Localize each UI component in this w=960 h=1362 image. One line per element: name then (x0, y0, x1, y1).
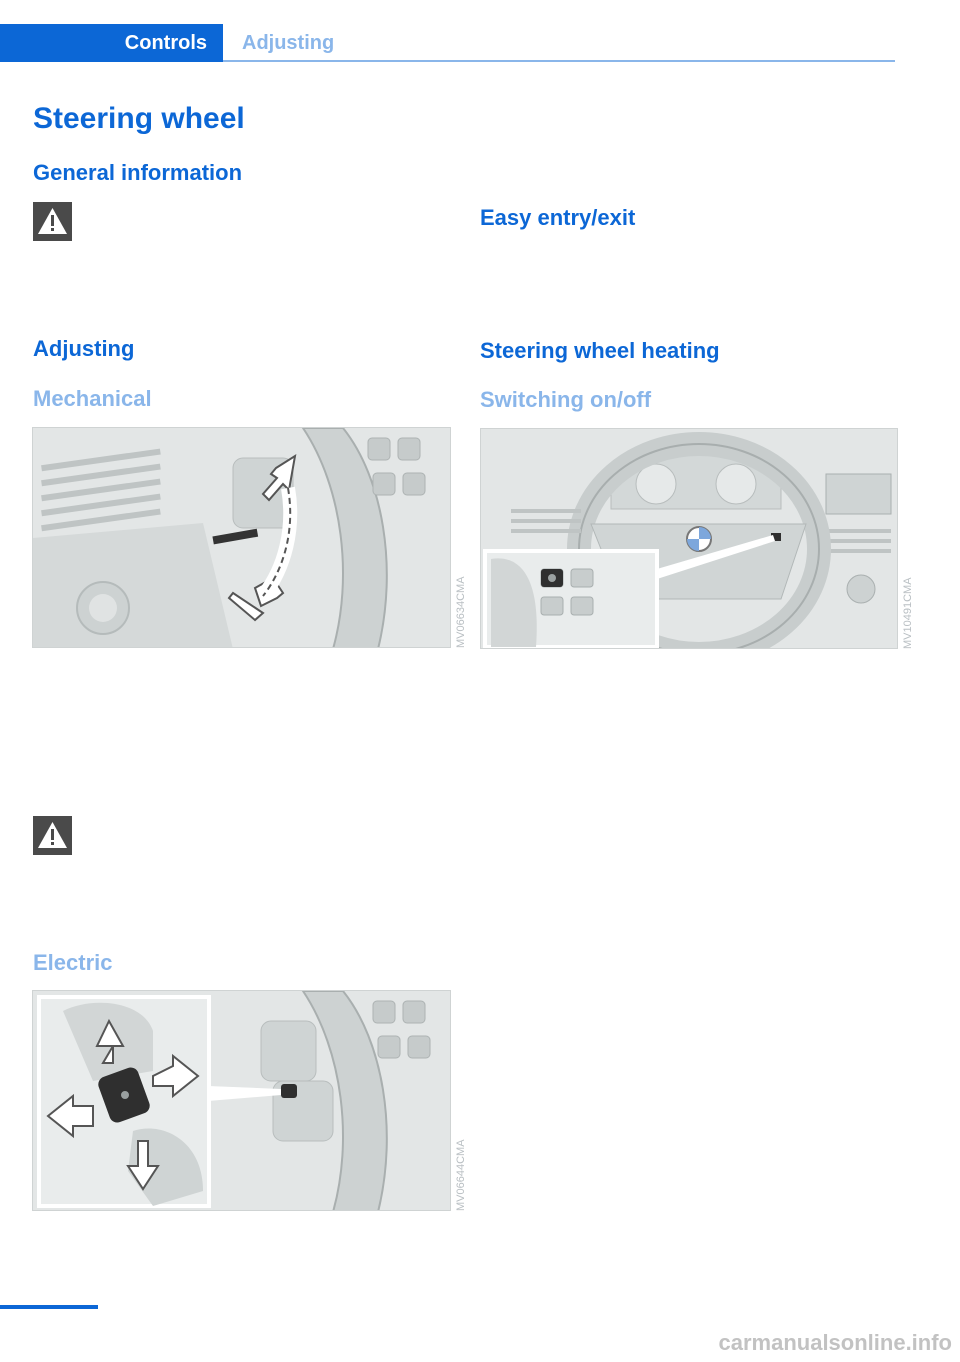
steering-wheel-heating-figure (480, 428, 898, 649)
section-tab-adjusting: Adjusting (242, 32, 335, 54)
heading-electric: Electric (33, 950, 113, 975)
heading-easy-entry-exit: Easy entry/exit (480, 205, 636, 230)
page-title: Steering wheel (33, 102, 245, 135)
section-tab-controls: Controls (0, 24, 223, 62)
mechanical-adjust-figure (32, 427, 451, 648)
figure-code-electric: MV06644CMA (455, 1139, 467, 1211)
footer-rule (0, 1305, 98, 1309)
figure-code-mechanical: MV06634CMA (455, 576, 467, 648)
electric-adjust-figure (32, 990, 451, 1211)
heading-mechanical: Mechanical (33, 386, 152, 411)
figure-code-heating: MV10491CMA (902, 577, 914, 649)
warning-icon (33, 202, 72, 241)
header-rule (223, 60, 895, 62)
heading-switching-on-off: Switching on/off (480, 387, 652, 412)
heading-general-information: General information (33, 160, 243, 185)
warning-icon (33, 816, 72, 855)
heading-steering-wheel-heating: Steering wheel heating (480, 338, 720, 363)
heading-adjusting: Adjusting (33, 336, 135, 361)
site-watermark: carmanualsonline.info (718, 1330, 952, 1355)
